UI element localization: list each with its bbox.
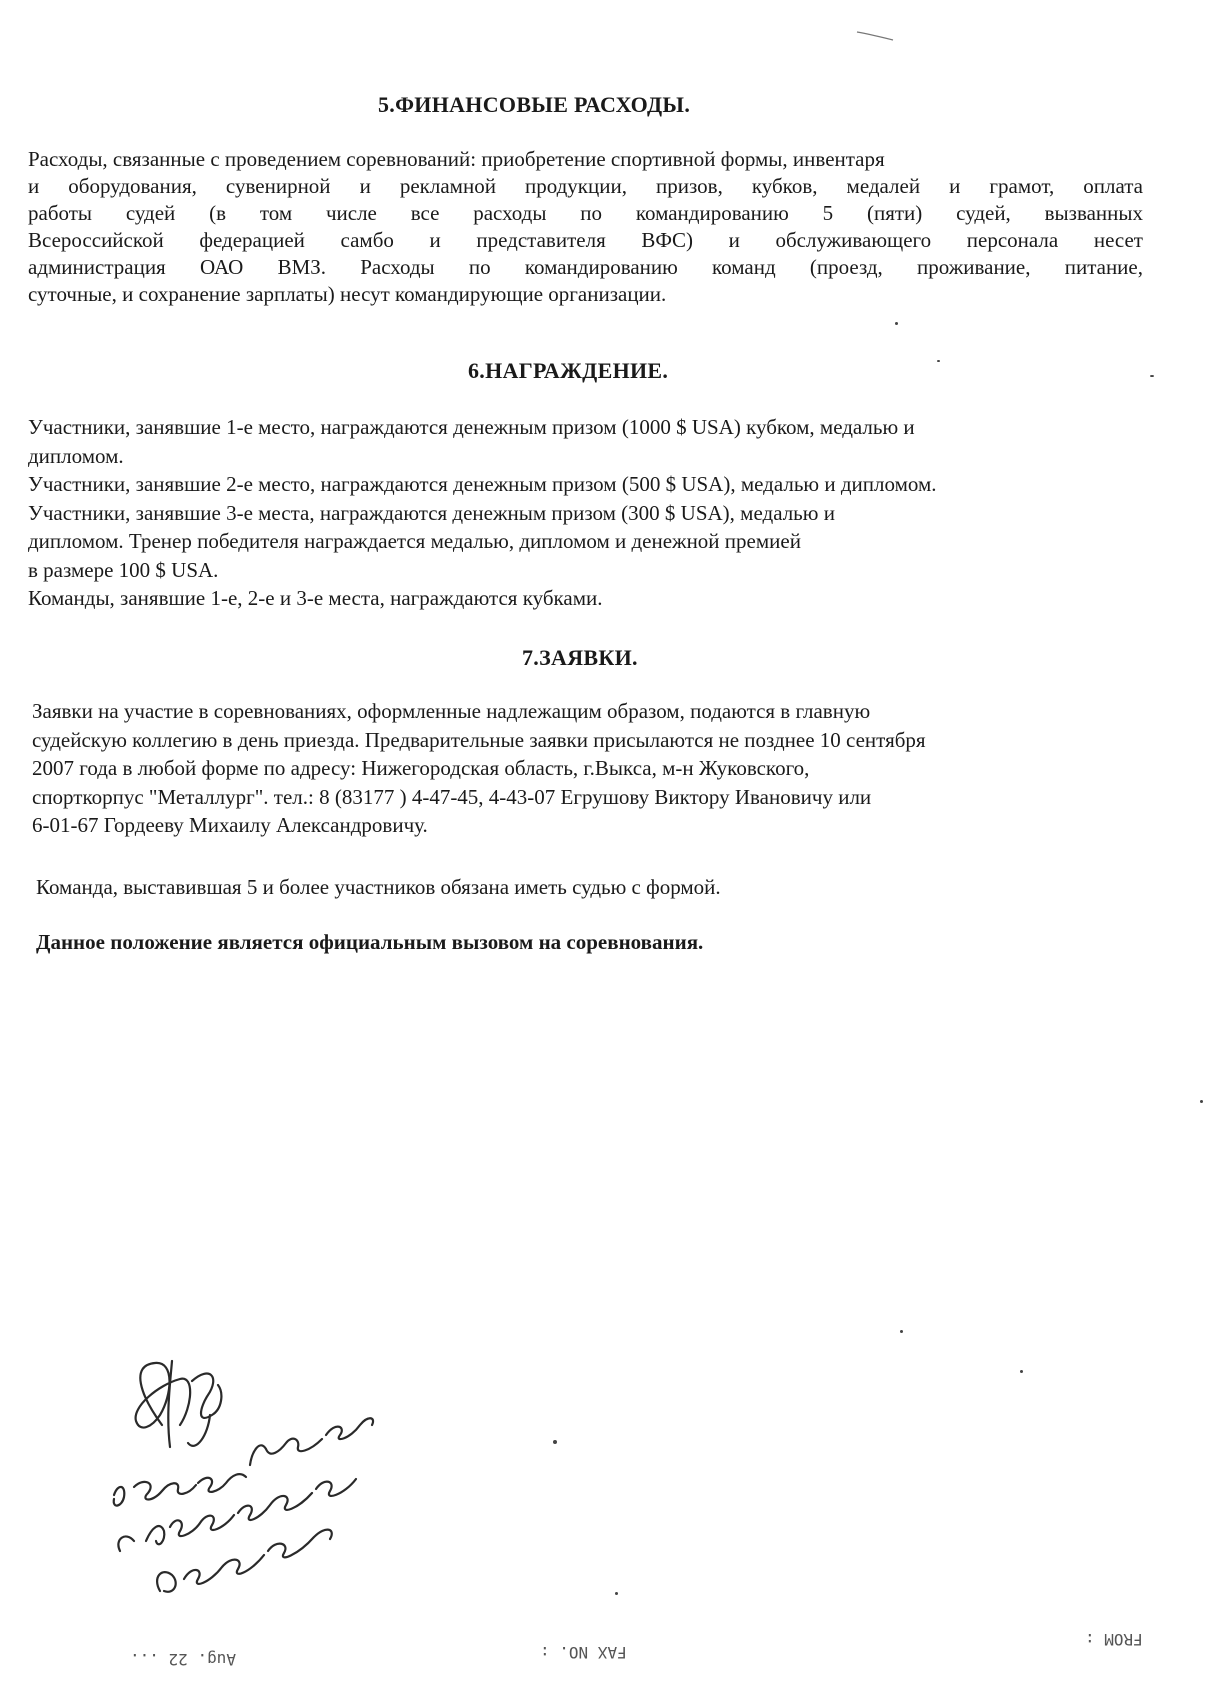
section-5-line: Всероссийской федерацией самбо и представителя ВФС) и обслуживающего персонала несет: [28, 228, 1143, 252]
section-6-heading: 6.НАГРАЖДЕНИЕ.: [468, 358, 669, 383]
section-7-line: Заявки на участие в соревнованиях, оформленные надлежащим образом, подаются в главную: [32, 699, 871, 723]
scan-speck: [895, 322, 898, 325]
section-5-heading: 5.ФИНАНСОВЫЕ РАСХОДЫ.: [378, 92, 691, 117]
section-5-line: суточные, и сохранение зарплаты) несут командирующие организации.: [28, 282, 667, 306]
scan-speck: [937, 360, 940, 362]
scan-speck: [1020, 1370, 1023, 1373]
section-5-paragraph: [28, 146, 1143, 308]
section-6-line: Участники, занявшие 3-е места, награждаются денежным призом (300 $ USA), медалью и: [28, 500, 835, 525]
section-6-paragraph: [28, 413, 937, 613]
section-7-paragraph: [32, 697, 926, 840]
section-7-heading: 7.ЗАЯВКИ.: [522, 645, 638, 670]
scan-speck: [1150, 375, 1154, 377]
fax-from-label: FROM :: [1085, 1630, 1143, 1649]
fax-number-label: FAX NO. :: [540, 1643, 627, 1662]
official-call-note: Данное положение является официальным вызовом на соревнования.: [36, 930, 704, 954]
scan-speck: [553, 1440, 557, 1444]
scan-speck: [900, 1330, 903, 1333]
section-7-line: спорткорпус "Металлург". тел.: 8 (83177 ) 4-47-45, 4-43-07 Егрушову Виктору Ивановичу или: [32, 784, 872, 809]
scan-speck: [615, 1592, 618, 1595]
section-7-line: судейскую коллегию в день приезда. Предварительные заявки присылаются не позднее 10 сентября: [32, 727, 926, 752]
section-6-line: Участники, занявшие 1-е место, награждаются денежным призом (1000 $ USA) кубком, медалью и: [28, 415, 915, 439]
section-6-line: Участники, занявшие 2-е место, награждаются денежным призом (500 $ USA), медалью и дипломом.: [28, 472, 937, 496]
section-6-line: в размере 100 $ USA.: [28, 557, 219, 582]
scan-speck: [1200, 1100, 1203, 1103]
section-5-line: администрация ОАО ВМЗ. Расходы по командированию команд (проезд, проживание, питание,: [28, 255, 1143, 279]
section-6-line: дипломом. Тренер победителя награждается медалью, дипломом и денежной премией: [28, 529, 801, 553]
scan-mark: [855, 28, 895, 42]
fax-date-label: Aug. 22 ...: [130, 1650, 236, 1669]
handwritten-signature: [100, 1355, 400, 1615]
section-5-line: работы судей (в том числе все расходы по командированию 5 (пяти) судей, вызванных: [28, 201, 1143, 225]
section-6-line: Команды, занявшие 1-е, 2-е и 3-е места, награждаются кубками.: [28, 586, 603, 610]
team-referee-note: Команда, выставившая 5 и более участников обязана иметь судью с формой.: [36, 875, 721, 899]
section-6-line: дипломом.: [28, 443, 124, 468]
section-7-line: 6-01-67 Гордееву Михаилу Александровичу.: [32, 813, 428, 837]
section-5-line: и оборудования, сувенирной и рекламной продукции, призов, кубков, медалей и грамот, оплата: [28, 174, 1143, 198]
section-5-line: Расходы, связанные с проведением соревнований: приобретение спортивной формы, инвентаря: [28, 147, 885, 171]
section-7-line: 2007 года в любой форме по адресу: Нижегородская область, г.Выкса, м-н Жуковского,: [32, 756, 810, 780]
